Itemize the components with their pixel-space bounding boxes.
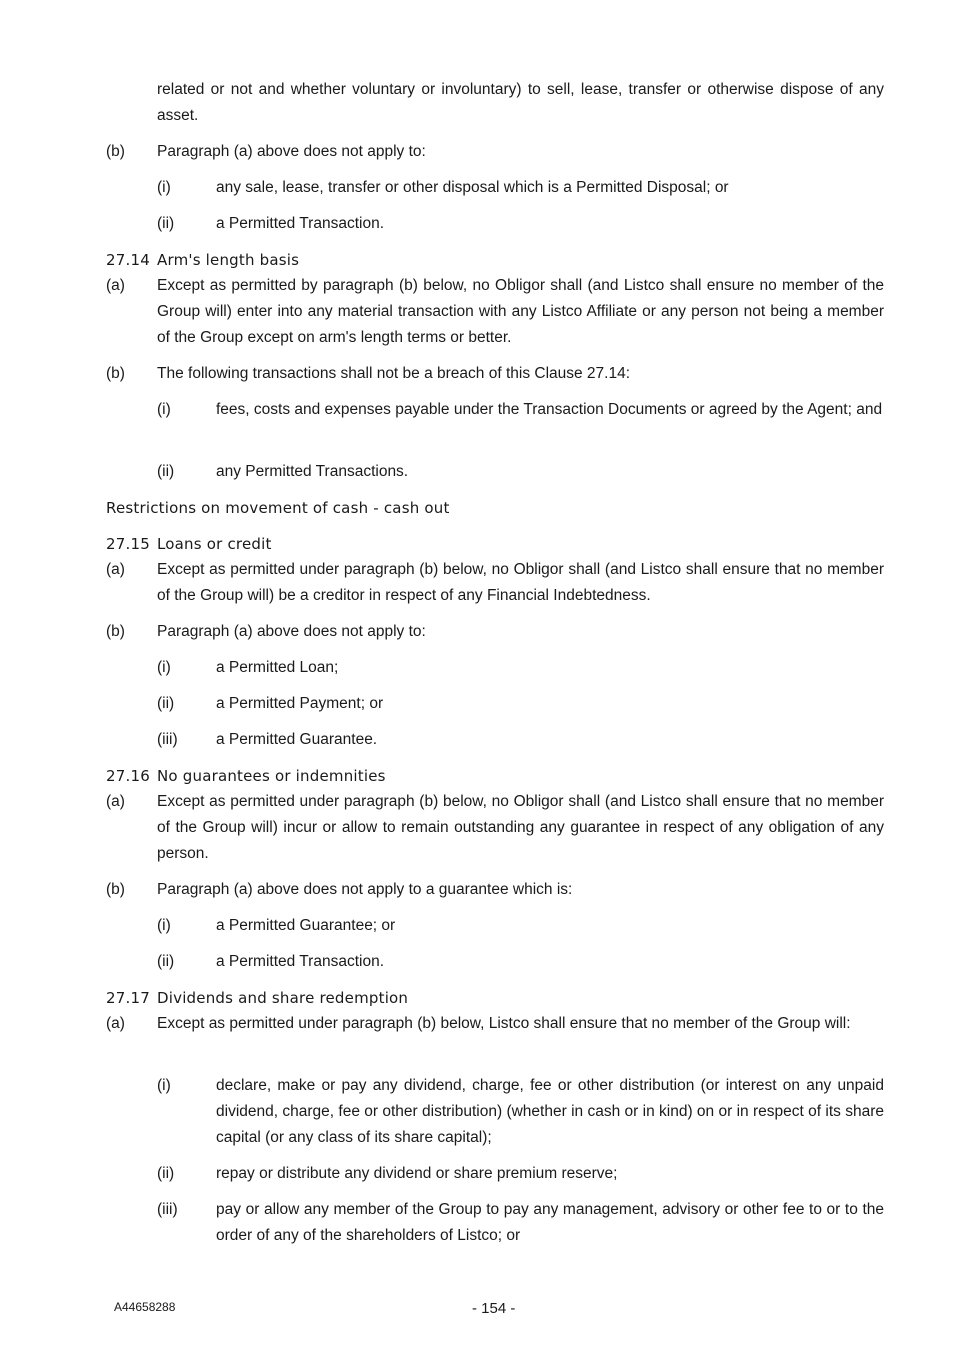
subparagraph-text: any Permitted Transactions.: [216, 463, 409, 480]
subparagraph-label: (iii): [157, 731, 178, 748]
subparagraph-label: (ii): [157, 463, 175, 480]
paragraph-text: Paragraph (a) above does not apply to:: [157, 623, 426, 640]
paragraph-label: (b): [106, 881, 125, 898]
clause-number: 27.15: [106, 535, 150, 553]
subparagraph-label: (i): [157, 1077, 171, 1094]
subparagraph-text: a Permitted Transaction.: [216, 215, 384, 232]
subparagraph-text: declare, make or pay any dividend, charge, fee or other distribution (or interest on any unpaid dividend, charge, fee or other distribution) (whether in cash or in kind) on or in respect of its share capital (or any class of its share capital);: [216, 1077, 884, 1146]
paragraph-label: (b): [106, 365, 125, 382]
clause-number: 27.14: [106, 251, 150, 269]
subparagraph-text: repay or distribute any dividend or share premium reserve;: [216, 1165, 618, 1182]
continuation-paragraph: related or not and whether voluntary or involuntary) to sell, lease, transfer or otherwise dispose of any asset.: [157, 81, 884, 124]
paragraph-label: (a): [106, 561, 125, 578]
subparagraph-label: (ii): [157, 215, 175, 232]
clause-heading: Arm's length basis: [157, 251, 300, 269]
clause-heading: No guarantees or indemnities: [157, 767, 386, 785]
subparagraph-text: a Permitted Guarantee; or: [216, 917, 396, 934]
document-reference: A44658288: [114, 1300, 176, 1314]
paragraph-text: Paragraph (a) above does not apply to a guarantee which is:: [157, 881, 573, 898]
paragraph-text: Paragraph (a) above does not apply to:: [157, 143, 426, 160]
paragraph-label: (a): [106, 1015, 125, 1032]
subparagraph-text: fees, costs and expenses payable under the Transaction Documents or agreed by the Agent; and: [216, 401, 883, 418]
paragraph-text: Except as permitted under paragraph (b) below, no Obligor shall (and Listco shall ensure that no member of the Group will) incur or allow to remain outstanding any guarantee in respect of any obligation of any person.: [157, 793, 884, 862]
paragraph-text: Except as permitted under paragraph (b) below, Listco shall ensure that no member of the Group will:: [157, 1015, 851, 1032]
paragraph-label: (b): [106, 623, 125, 640]
subparagraph-text: any sale, lease, transfer or other disposal which is a Permitted Disposal; or: [216, 179, 729, 196]
paragraph-label: (a): [106, 793, 125, 810]
subparagraph-label: (i): [157, 659, 171, 676]
subparagraph-label: (i): [157, 401, 171, 418]
page-number: - 154 -: [472, 1300, 516, 1317]
paragraph-text: Except as permitted by paragraph (b) below, no Obligor shall (and Listco shall ensure no member of the Group will) enter into any material transaction with any Listco Affiliate or any person not being a member of the Group except on arm's length terms or better.: [157, 277, 884, 346]
subparagraph-text: a Permitted Payment; or: [216, 695, 384, 712]
subparagraph-text: a Permitted Loan;: [216, 659, 339, 676]
subparagraph-label: (ii): [157, 1165, 175, 1182]
subparagraph-label: (i): [157, 917, 171, 934]
clause-heading: Dividends and share redemption: [157, 989, 409, 1007]
paragraph-label: (a): [106, 277, 125, 294]
section-heading: Restrictions on movement of cash - cash out: [106, 499, 450, 517]
subparagraph-label: (ii): [157, 953, 175, 970]
subparagraph-label: (i): [157, 179, 171, 196]
subparagraph-text: a Permitted Transaction.: [216, 953, 384, 970]
subparagraph-label: (ii): [157, 695, 175, 712]
paragraph-text: The following transactions shall not be a breach of this Clause 27.14:: [157, 365, 631, 382]
clause-heading: Loans or credit: [157, 535, 272, 553]
subparagraph-text: a Permitted Guarantee.: [216, 731, 378, 748]
paragraph-label: (b): [106, 143, 125, 160]
clause-number: 27.17: [106, 989, 150, 1007]
subparagraph-label: (iii): [157, 1201, 178, 1218]
paragraph-text: Except as permitted under paragraph (b) below, no Obligor shall (and Listco shall ensure that no member of the Group will) be a creditor in respect of any Financial Indebtedness.: [157, 561, 884, 604]
clause-number: 27.16: [106, 767, 150, 785]
subparagraph-text: pay or allow any member of the Group to pay any management, advisory or other fee to or to the order of any of the shareholders of Listco; or: [216, 1201, 884, 1244]
